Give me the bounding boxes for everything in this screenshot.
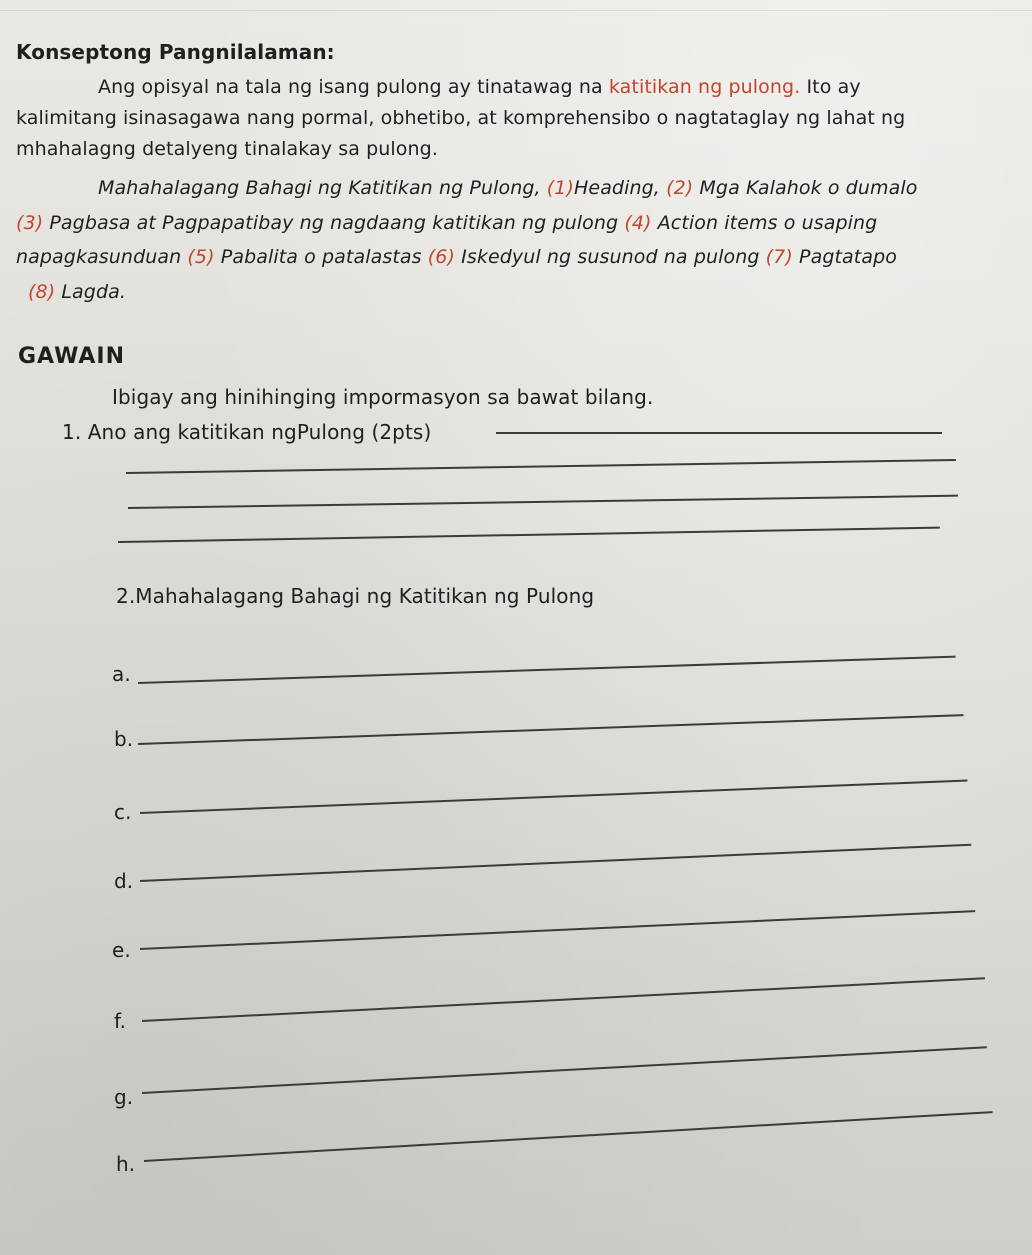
part-2: Mga Kalahok o dumalo [693,177,918,199]
answer-line-q1-4[interactable] [118,527,940,543]
item-label-f: f. [114,1009,127,1033]
part-7: Pagtatapo [792,246,897,268]
item-label-d: d. [114,869,134,893]
part-number-2: (2) [666,177,694,199]
answer-line-a[interactable] [138,656,956,684]
item-label-g: g. [114,1085,134,1109]
question-2: 2.Mahahalagang Bahagi ng Katitikan ng Pulong [116,584,595,608]
answer-line-c[interactable] [140,779,967,813]
concept-para2-line3 [16,246,897,268]
item-label-e: e. [112,938,131,962]
concept-para2-line4 [28,281,126,303]
item-label-a: a. [112,662,131,686]
para1-text: Ang opisyal na tala ng isang pulong ay tinatawag na [98,76,609,98]
key-term-katitikan: katitikan ng pulong. [608,76,801,98]
part-1: Heading, [574,177,667,199]
answer-line-h[interactable] [144,1111,993,1161]
part-number-3: (3) [16,212,44,234]
part-8: Lagda. [55,281,126,303]
part-number-1: (1) [546,177,575,199]
gawain-title: GAWAIN [18,344,125,369]
gawain-instruction: Ibigay ang hinihinging impormasyon sa bawat bilang. [112,385,654,409]
answer-line-f[interactable] [142,977,985,1021]
part-number-8: (8) [28,281,56,303]
concept-para2-line2 [16,212,877,234]
item-label-h: h. [116,1152,136,1176]
part-4b: napagkasunduan [16,246,188,268]
concept-para1-line3: mhahalagng detalyeng tinalakay sa pulong. [16,138,438,160]
answer-line-q1-2[interactable] [126,459,956,474]
question-1: 1. Ano ang katitikan ngPulong (2pts) [62,420,432,444]
concept-para2-line1 [98,177,917,199]
part-3: Pagbasa at Pagpapatibay ng nagdaang katitikan ng pulong [43,212,625,234]
concept-title: Konseptong Pangnilalaman: [16,40,335,64]
para1-text-end: Ito ay [800,76,861,98]
part-4: Action items o usaping [651,212,878,234]
concept-para1-line2: kalimitang isinasagawa nang pormal, obhetibo, at komprehensibo o nagtataglay ng lahat ng [16,107,906,129]
item-label-c: c. [114,800,132,824]
part-6: Iskedyul ng susunod na pulong [455,246,766,268]
answer-line-e[interactable] [140,910,975,949]
answer-line-b[interactable] [138,714,964,744]
answer-line-g[interactable] [142,1046,987,1093]
item-label-b: b. [114,727,134,751]
paper-fold-line [0,10,1032,11]
part-number-4: (4) [624,212,652,234]
part-number-5: (5) [187,246,215,268]
part-number-6: (6) [427,246,455,268]
part-number-7: (7) [765,246,793,268]
answer-line-q1-1[interactable] [496,432,942,434]
parts-lead: Mahahalagang Bahagi ng Katitikan ng Pulong, [98,177,547,199]
concept-para1-line1 [98,76,861,98]
answer-line-d[interactable] [140,844,971,882]
answer-line-q1-3[interactable] [128,495,958,509]
part-5: Pabalita o patalastas [214,246,428,268]
